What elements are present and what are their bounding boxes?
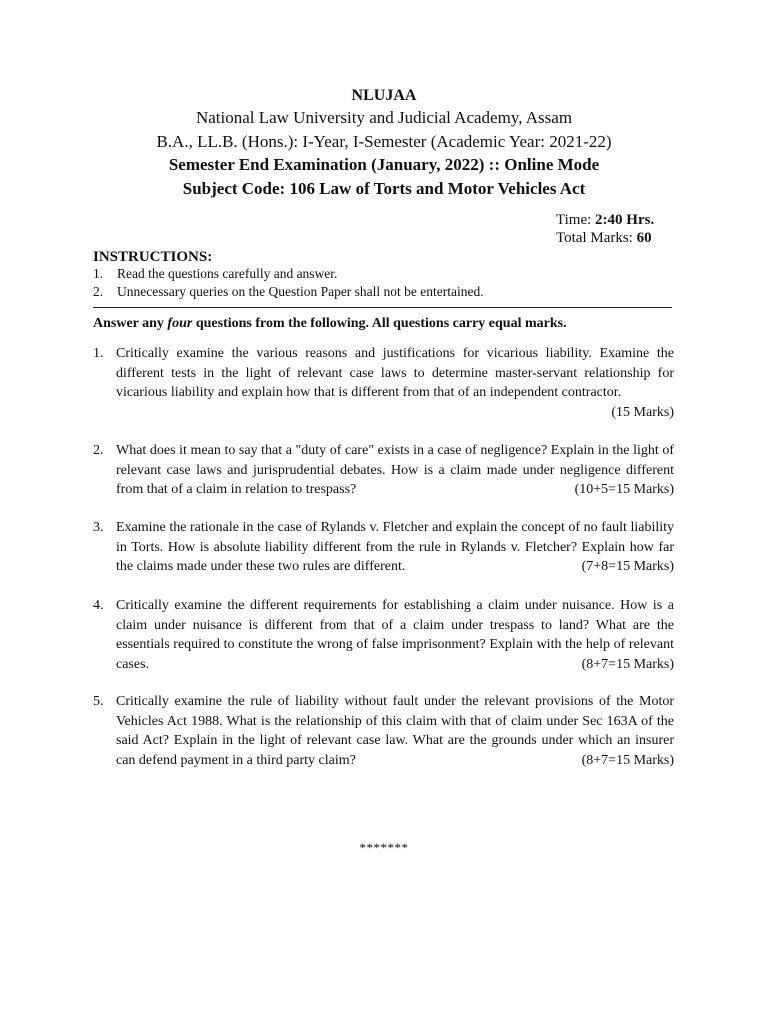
end-of-paper-mark: ******* bbox=[359, 840, 409, 855]
question-text: What does it mean to say that a "duty of care" exists in a case of negligence? Explain in the light of relevant case laws and jurisprudential debates. How is a claim made under negligence different from that of a claim in relation to trespass? bbox=[116, 443, 674, 497]
question-item bbox=[93, 518, 674, 577]
marks-label: Total Marks: bbox=[556, 230, 637, 246]
exam-title: Semester End Examination (January, 2022) :: Online Mode bbox=[168, 155, 600, 174]
question-marks: (8+7=15 Marks) bbox=[581, 656, 674, 672]
marks-value: 60 bbox=[636, 230, 652, 246]
question-number: 4. bbox=[93, 598, 104, 613]
question-marks: (10+5=15 Marks) bbox=[574, 482, 674, 497]
question-text: Critically examine the various reasons and justifications for vicarious liability. Examine the different tests in the light of relevant case laws to determine master-servant relationship for vicarious liability and explain how that is different from that of an independent contractor. bbox=[116, 346, 674, 400]
time-value: 2:40 Hrs. bbox=[595, 212, 655, 228]
question-item bbox=[93, 344, 674, 422]
divider-line bbox=[93, 307, 672, 308]
question-number: 1. bbox=[93, 346, 104, 361]
university-abbreviation: NLUJAA bbox=[351, 87, 417, 104]
directive-text: questions from the following. All questions carry equal marks. bbox=[192, 316, 567, 331]
total-marks bbox=[556, 230, 652, 247]
instruction-number: 1. bbox=[93, 266, 104, 281]
question-item bbox=[93, 692, 674, 770]
instructions-heading: INSTRUCTIONS: bbox=[93, 249, 213, 265]
time-allowed bbox=[556, 212, 654, 229]
subject-code: Subject Code: 106 Law of Torts and Motor Vehicles Act bbox=[182, 179, 586, 198]
university-name: National Law University and Judicial Academy, Assam bbox=[195, 108, 573, 127]
question-marks: (7+8=15 Marks) bbox=[581, 559, 674, 574]
question-item bbox=[93, 596, 674, 674]
question-text: Critically examine the rule of liability without fault under the relevant provisions of the Motor Vehicles Act 1988. What is the relationship of this claim with that of claim under Sec 163A of the said Act? Explain in the light of relevant case law. What are the grounds under which an insurer can defend payment in a third party claim? bbox=[116, 694, 674, 768]
question-text: Examine the rationale in the case of Rylands v. Fletcher and explain the concept of no fault liability in Torts. How is absolute liability different from the rule in Rylands v. Fletcher? Explain how far the claims made under these two rules are different. bbox=[116, 520, 674, 574]
question-marks: (15 Marks) bbox=[611, 404, 674, 420]
question-number: 3. bbox=[93, 520, 104, 535]
directive-text: Answer any bbox=[93, 316, 168, 331]
instruction-text: Unnecessary queries on the Question Paper shall not be entertained. bbox=[117, 284, 484, 299]
question-number: 5. bbox=[93, 694, 104, 709]
directive-emphasis: four bbox=[167, 316, 193, 331]
answer-directive bbox=[93, 316, 567, 332]
time-label: Time: bbox=[556, 212, 596, 228]
programme-line: B.A., LL.B. (Hons.): I-Year, I-Semester (Academic Year: 2021-22) bbox=[156, 132, 612, 151]
instruction-number: 2. bbox=[93, 284, 104, 299]
instruction-text: Read the questions carefully and answer. bbox=[117, 266, 338, 281]
question-item bbox=[93, 441, 674, 500]
question-marks: (8+7=15 Marks) bbox=[581, 752, 674, 768]
question-number: 2. bbox=[93, 443, 104, 458]
question-text: Critically examine the different requirements for establishing a claim under nuisance. How is a claim under nuisance is different from that of a claim under trespass to land? What are the essentials required to constitute the wrong of false imprisonment? Explain with the help of relevant cases. bbox=[116, 598, 674, 672]
